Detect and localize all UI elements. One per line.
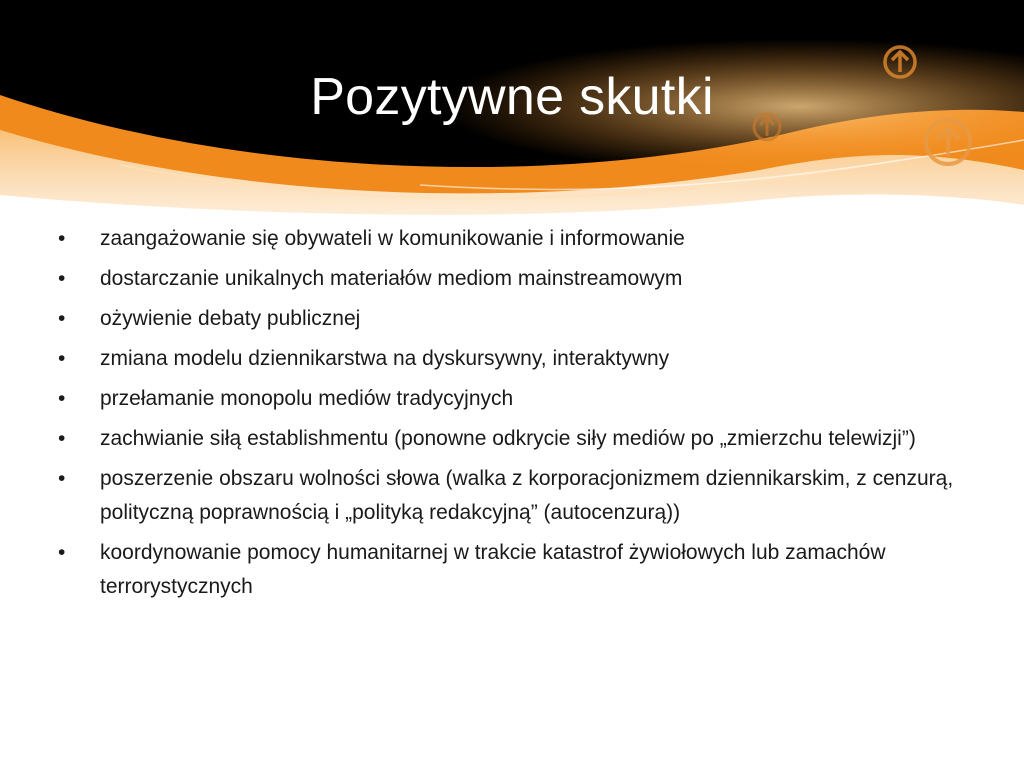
bullet-icon: • [58,267,66,290]
list-item [58,422,978,456]
list-item [58,222,978,256]
bullet-icon: • [58,227,66,250]
bullet-text: zmiana modelu dziennikarstwa na dyskursywny, interaktywny [100,347,670,370]
bullet-icon: • [58,467,66,490]
bullet-icon: • [58,387,66,410]
list-item [58,302,978,336]
list-item [58,462,978,530]
bullet-text: poszerzenie obszaru wolności słowa (walka z korporacjonizmem dziennikarskim, z cenzurą, polityczną poprawnością i „polityką redakcyjną” (autocenzurą)) [100,467,954,524]
bullet-icon: • [58,541,66,564]
list-item [58,536,978,604]
bullet-icon: • [58,427,66,450]
bullet-text: przełamanie monopolu mediów tradycyjnych [100,387,514,410]
list-item [58,262,978,296]
bullet-text: dostarczanie unikalnych materiałów mediom mainstreamowym [100,267,683,290]
list-item [58,382,978,416]
slide-title: Pozytywne skutki [310,68,714,126]
bullet-icon: • [58,307,66,330]
bullet-text: ożywienie debaty publicznej [100,307,361,330]
bullet-list [58,222,978,610]
bullet-icon: • [58,347,66,370]
bullet-text: koordynowanie pomocy humanitarnej w trakcie katastrof żywiołowych lub zamachów terrorystycznych [100,541,886,598]
list-item [58,342,978,376]
bullet-text: zaangażowanie się obywateli w komunikowanie i informowanie [100,227,685,250]
bullet-text: zachwianie siłą establishmentu (ponowne odkrycie siły mediów po „zmierzchu telewizji”) [100,427,916,450]
